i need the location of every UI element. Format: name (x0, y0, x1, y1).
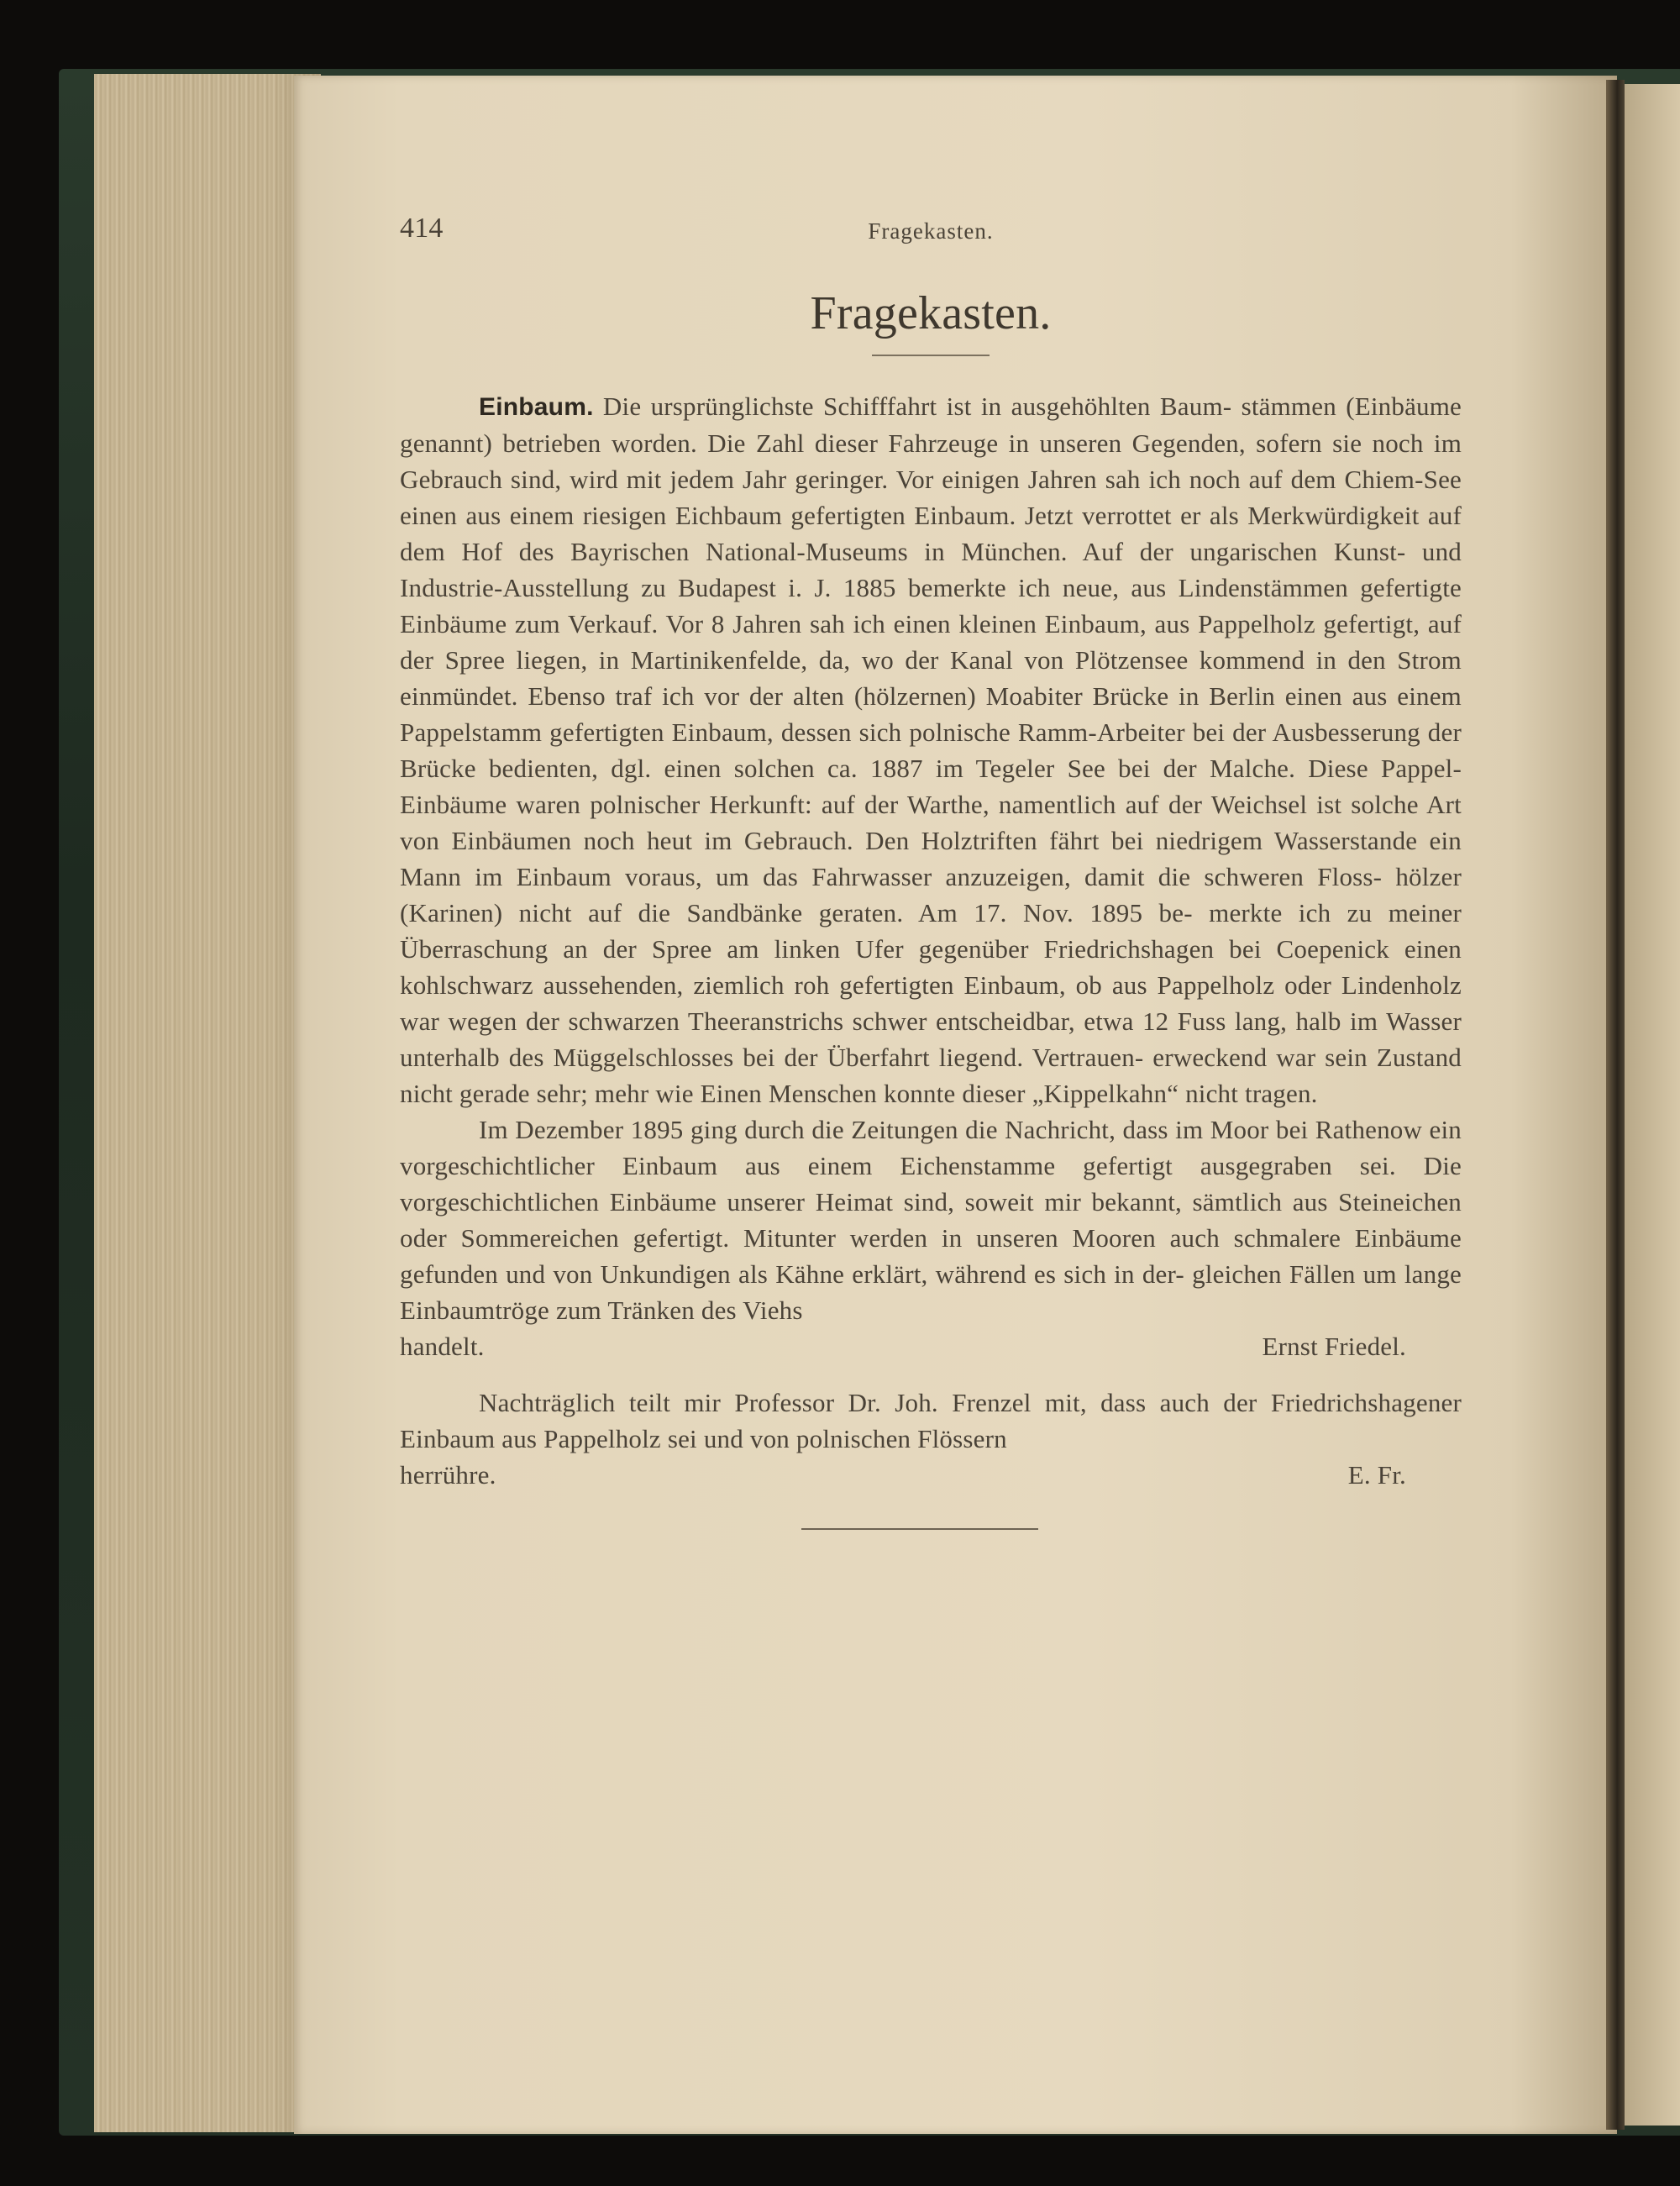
text-line: Auf der ungarischen Kunst- und Industrie-Ausstellung zu Budapest i. J. 1885 (400, 537, 1462, 602)
running-title: Fragekasten. (868, 218, 994, 244)
paragraph-3 (400, 1385, 1462, 1457)
book-gutter (1606, 80, 1625, 2130)
paragraph-2-last-line: handelt. (400, 1332, 485, 1361)
text-line: Vor 8 Jahren sah ich einen kleinen Einbaum, aus Pappelholz gefertigt, auf (665, 609, 1462, 638)
end-rule (801, 1528, 1038, 1530)
title-rule (872, 355, 990, 356)
text-line: Nachträglich teilt mir Professor Dr. Joh. Frenzel mit, dass auch der (479, 1388, 1257, 1417)
text-line: merkte ich zu meiner Überraschung an der Spree am linken Ufer gegenüber (400, 898, 1462, 964)
text-line: Moor bei Rathenow ein vorgeschichtlicher Einbaum aus einem Eichenstamme (400, 1115, 1462, 1180)
text-line: sind, soweit mir bekannt, sämtlich aus Steineichen oder Sommereichen (400, 1187, 1462, 1253)
paragraph-3-text (400, 1388, 1462, 1453)
text-line: in unseren Gegenden, sofern sie noch im Gebrauch sind, wird mit jedem (400, 428, 1462, 494)
text-line: Im Dezember 1895 ging durch die Zeitungen die Nachricht, dass im (479, 1115, 1204, 1144)
paragraph-2 (400, 1111, 1462, 1328)
lead-word: Einbaum. (479, 393, 594, 421)
paragraph-einbaum (400, 388, 1462, 1111)
text-line: aus einem riesigen Eichbaum gefertigten Einbaum. Jetzt verrottet er als (465, 501, 1239, 530)
text-line: erweckend war sein Zustand nicht gerade sehr; mehr wie Einen Menschen (400, 1043, 1462, 1108)
paragraph-3-last-line: herrühre. (400, 1460, 496, 1490)
text-line: gleichen Fällen um lange Einbaumtröge zum Tränken des Viehs (400, 1259, 1462, 1325)
text-line: hölzer (Karinen) nicht auf die Sandbänke geraten. Am 17. Nov. 1895 be- (400, 862, 1462, 927)
text-line: gefunden und von Unkundigen als Kähne erklärt, während es sich in der- (400, 1259, 1184, 1289)
text-line: stämmen (Einbäume genannt) betrieben worden. Die Zahl dieser Fahrzeuge (400, 391, 1462, 458)
text-line: Jahr geringer. Vor einigen Jahren sah ich noch auf dem Chiem-See einen (400, 465, 1462, 530)
signature-line-2 (400, 1457, 1462, 1493)
text-line: Merkwürdigkeit auf dem Hof des Bayrischen National-Museums in München. (400, 501, 1462, 566)
signature-e-fr: E. Fr. (1347, 1460, 1406, 1490)
text-line: Die ursprünglichste Schifffahrt ist in ausgehöhlten Baum- (602, 391, 1232, 421)
text-line: Moabiter Brücke in Berlin einen aus einem Pappelstamm gefertigten (400, 681, 1462, 747)
text-line: Gebrauch. Den Holztriften fährt bei niedrigem Wasserstande ein Mann im (400, 826, 1462, 891)
page-content (400, 210, 1462, 1530)
article-title: Fragekasten. (810, 287, 1052, 339)
paragraph-1-text (400, 391, 1462, 1108)
signature-ernst-friedel: Ernst Friedel. (1262, 1332, 1406, 1361)
page-edges (94, 74, 321, 2132)
text-line: Friedrichshagener Einbaum aus Pappelholz sei und von polnischen Flössern (400, 1388, 1462, 1453)
text-line: kommend in den Strom einmündet. Ebenso traf ich vor der alten (hölzernen) (400, 645, 1462, 711)
text-line: Malche. Diese Pappel-Einbäume waren polnischer Herkunft: auf der Warthe, (400, 754, 1462, 819)
paragraph-2-text (400, 1115, 1462, 1325)
text-line: Brücke bedienten, dgl. einen solchen ca. 1887 im Tegeler See bei der (400, 754, 1197, 783)
text-line: Einbaum voraus, um das Fahrwasser anzuzeigen, damit die schweren Floss- (516, 862, 1383, 891)
text-line: gefertigt. Mitunter werden in unseren Mooren auch schmalere Einbäume (633, 1223, 1462, 1253)
text-line: Friedrichshagen bei Coepenick einen kohlschwarz aussehenden, ziemlich (400, 934, 1462, 1000)
text-line: bemerkte ich neue, aus Lindenstämmen gefertigte Einbäume zum Verkauf. (400, 573, 1462, 638)
page-number: 414 (400, 213, 444, 244)
text-line: schwarzen Theeranstrichs schwer entscheidbar, etwa 12 Fuss lang, halb im (568, 1006, 1378, 1036)
paragraph-gap (400, 1364, 1462, 1385)
facing-page-edge (1625, 84, 1680, 2126)
text-line: konnte dieser „Kippelkahn“ nicht tragen. (883, 1079, 1318, 1108)
text-line: Wasser unterhalb des Müggelschlosses bei der Überfahrt liegend. Vertrauen- (400, 1006, 1462, 1072)
text-line: namentlich auf der Weichsel ist solche Art von Einbäumen noch heut im (400, 790, 1462, 855)
signature-line-1 (400, 1328, 1462, 1364)
running-head (400, 210, 1462, 250)
text-line: gefertigt ausgegraben sei. Die vorgeschichtlichen Einbäume unserer Heimat (400, 1151, 1462, 1216)
text-line: Einbaum, dessen sich polnische Ramm-Arbeiter bei der Ausbesserung der (671, 717, 1462, 747)
text-line: roh gefertigten Einbaum, ob aus Pappelholz oder Lindenholz war wegen der (400, 970, 1462, 1036)
text-line: der Spree liegen, in Martinikenfelde, da, wo der Kanal von Plötzensee (400, 645, 1189, 675)
